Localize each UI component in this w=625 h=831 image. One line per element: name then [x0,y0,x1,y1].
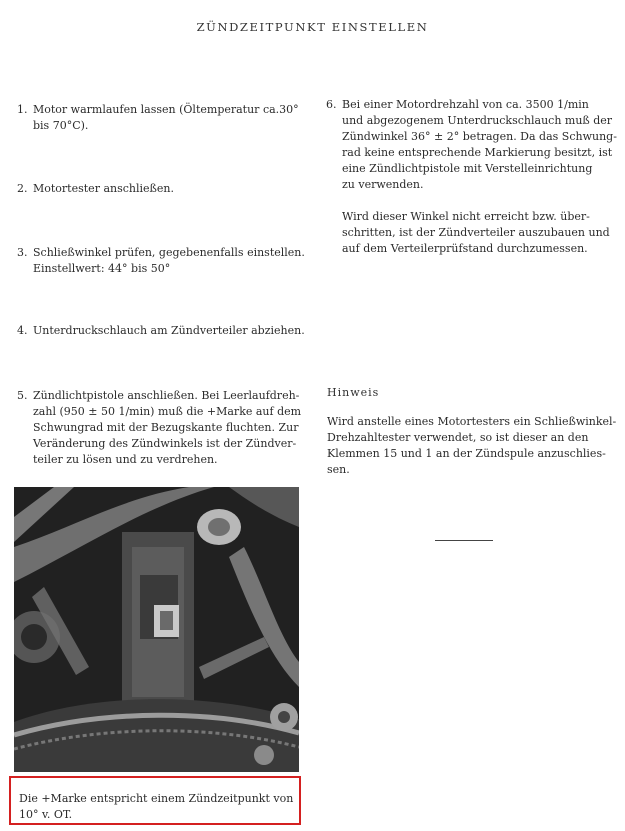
hinweis-title: Hinweis [327,386,380,399]
hinweis-line: Drehzahltester verwendet, so ist dieser an den [327,431,589,444]
step-number: 3. [17,246,28,259]
step-line: teiler zu lösen und zu verdrehen. [33,453,218,466]
step-line: rad keine entsprechende Markierung besitzt, ist [342,146,613,159]
note-line: Wird dieser Winkel nicht erreicht bzw. über- [342,210,590,223]
step-line: eine Zündlichtpistole mit Verstelleinrichtung [342,162,593,175]
hinweis-line: sen. [327,463,350,476]
step-number: 4. [17,324,28,337]
step-number: 5. [17,389,28,402]
step-number: 2. [17,182,28,195]
step-number: 6. [326,98,337,111]
photo-caption [19,791,293,823]
step-line: Bei einer Motordrehzahl von ca. 3500 1/min [342,98,589,111]
caption-line: 10° v. OT. [19,808,73,821]
step-line: Zündwinkel 36° ± 2° betragen. Da das Schwung- [342,130,617,143]
step-line: Unterdruckschlauch am Zündverteiler abziehen. [33,324,305,337]
page-title: ZÜNDZEITPUNKT EINSTELLEN [196,20,429,34]
step-line: Motor warmlaufen lassen (Öltemperatur ca.30° [33,103,299,116]
step-number: 1. [17,103,28,116]
note-line: schritten, ist der Zündverteiler auszubauen und [342,226,610,239]
end-rule [435,540,493,541]
step-line: Schwungrad mit der Bezugskante fluchten. Zur [33,421,299,434]
hinweis-line: Wird anstelle eines Motortesters ein Schließwinkel- [327,415,617,428]
step-line: Veränderung des Zündwinkels ist der Zündver- [33,437,297,450]
hinweis-line: Klemmen 15 und 1 an der Zündspule anzuschlies- [327,447,606,460]
note-line: auf dem Verteilerprüfstand durchzumessen. [342,242,588,255]
step-line: zu verwenden. [342,178,424,191]
step-line: bis 70°C). [33,119,89,132]
step-line: Schließwinkel prüfen, gegebenenfalls einstellen. [33,246,305,259]
hinweis-text [327,414,616,478]
step-line: und abgezogenem Unterdruckschlauch muß der [342,114,613,127]
step-line: Motortester anschließen. [33,182,174,195]
caption-line: Die +Marke entspricht einem Zündzeitpunkt von [19,792,294,805]
step-line: zahl (950 ± 50 1/min) muß die +Marke auf dem [33,405,302,418]
flywheel-photo [14,487,299,772]
note-paragraph [342,209,610,257]
step-line: Zündlichtpistole anschließen. Bei Leerlaufdreh- [33,389,300,402]
step-line: Einstellwert: 44° bis 50° [33,262,171,275]
